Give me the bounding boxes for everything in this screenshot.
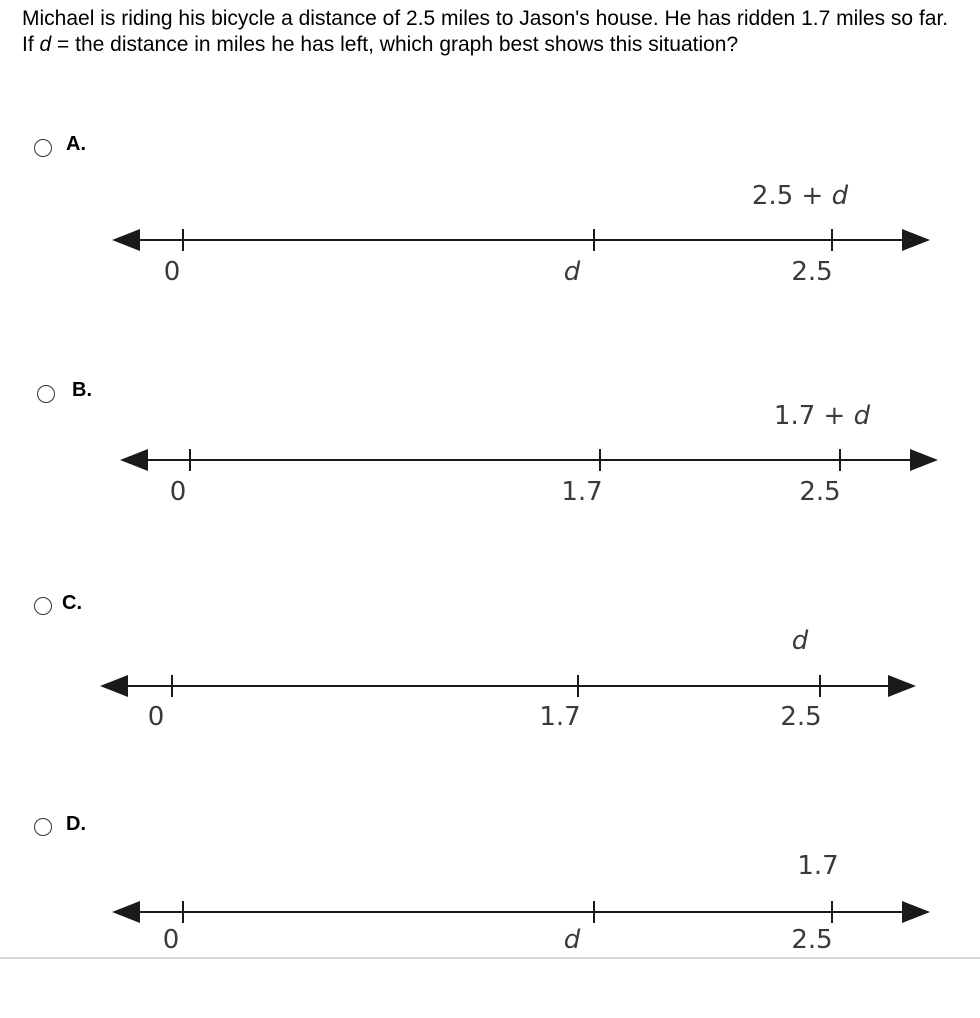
number-line-d xyxy=(0,798,980,958)
option-letter-a[interactable]: A. xyxy=(66,133,87,155)
number-line-b xyxy=(0,348,980,568)
left-arrow-icon xyxy=(112,901,140,923)
left-arrow-icon xyxy=(100,675,128,697)
tick-label-0: 0 xyxy=(163,257,181,287)
right-arrow-icon xyxy=(902,229,930,251)
above-label xyxy=(774,401,871,431)
above-label-variable: d xyxy=(853,401,871,431)
answer-option-d[interactable] xyxy=(0,798,980,1018)
above-label xyxy=(752,181,849,211)
number-line-c xyxy=(0,574,980,794)
above-label-variable: d xyxy=(791,626,809,656)
option-letter-d[interactable]: D. xyxy=(66,813,87,835)
option-letter-c[interactable]: C. xyxy=(62,592,83,614)
tick-label-1: d xyxy=(563,925,581,955)
tick-label-1: d xyxy=(563,257,581,287)
above-label xyxy=(792,626,809,656)
question-variable: d xyxy=(39,33,52,56)
tick-label-0: 0 xyxy=(169,477,187,507)
tick-label-2: 2.5 xyxy=(799,477,841,507)
bottom-divider xyxy=(0,957,980,959)
tick-label-0: 0 xyxy=(147,702,165,732)
left-arrow-icon xyxy=(112,229,140,251)
right-arrow-icon xyxy=(888,675,916,697)
right-arrow-icon xyxy=(902,901,930,923)
above-label-text: 1.7 xyxy=(797,851,839,881)
question-text xyxy=(22,6,962,58)
above-label-variable: d xyxy=(831,181,849,211)
right-arrow-icon xyxy=(910,449,938,471)
question-part-2: = the distance in miles he has left, which graph best shows this situation? xyxy=(51,33,739,56)
tick-label-2: 2.5 xyxy=(791,257,833,287)
tick-label-1: 1.7 xyxy=(561,477,603,507)
tick-label-1: 1.7 xyxy=(539,702,581,732)
above-label-text: 2.5 + xyxy=(751,181,832,211)
above-label xyxy=(797,851,838,881)
left-arrow-icon xyxy=(120,449,148,471)
tick-label-2: 2.5 xyxy=(780,702,822,732)
question-part-1: Michael is riding his bicycle a distance of 2.5 miles to Jason's house. He has ridden 1.7 miles so far. If xyxy=(22,7,949,56)
number-line-a xyxy=(0,128,980,348)
above-label-text: 1.7 + xyxy=(773,401,854,431)
tick-label-0: 0 xyxy=(162,925,180,955)
answer-option-b[interactable] xyxy=(0,348,980,568)
answer-option-c[interactable] xyxy=(0,574,980,794)
option-letter-b[interactable]: B. xyxy=(72,379,93,401)
tick-label-2: 2.5 xyxy=(791,925,833,955)
answer-option-a[interactable] xyxy=(0,128,980,348)
